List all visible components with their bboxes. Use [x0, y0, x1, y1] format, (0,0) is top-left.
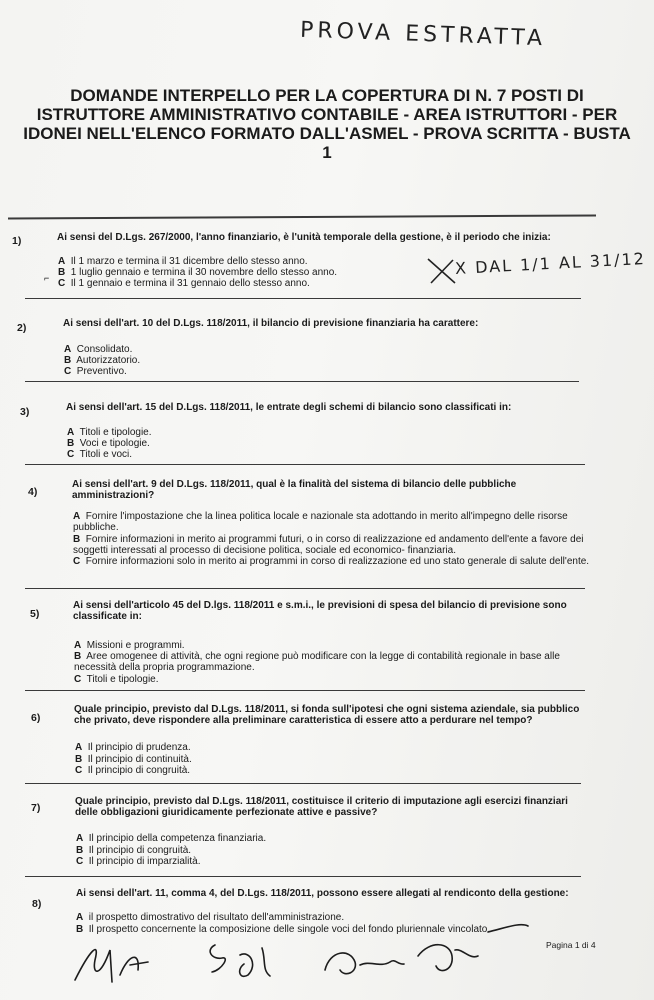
answer-option: C Il principio di congruità. — [75, 765, 191, 776]
answer-option: B Aree omogenee di attività, che ogni regione può modificare con la legge di contabilità regionale in base alle necessità della propria programmazione. — [74, 651, 560, 673]
question-number: 3) — [20, 406, 30, 418]
question-number: 7) — [31, 802, 41, 814]
answer-option: B Il principio di congruità. — [76, 845, 192, 856]
handwritten-signatures — [0, 920, 654, 1000]
question-text: Ai sensi dell'art. 9 del D.Lgs. 118/2011, qual è la finalità del sistema di bilancio delle pubbliche amministrazioni? — [72, 479, 517, 501]
handwritten-stamp: PROVA ESTRATTA — [299, 17, 547, 52]
answer-option: A Il 1 marzo e termina il 31 dicembre dello stesso anno. — [58, 256, 308, 267]
answer-option: B 1 luglio gennaio e termina il 30 novembre dello stesso anno. — [58, 267, 338, 278]
question-text: Ai sensi dell'articolo 45 del D.lgs. 118/2011 e s.m.i., le previsioni di spesa del bilancio di previsione sono classificate in: — [73, 600, 567, 622]
answer-option: C Il 1 gennaio e termina il 31 gennaio dello stesso anno. — [58, 278, 310, 289]
answer-option: A Missioni e programmi. — [74, 640, 185, 651]
page-number: Pagina 1 di 4 — [546, 940, 596, 950]
question-text: Ai sensi dell'art. 10 del D.Lgs. 118/2011, il bilancio di previsione finanziaria ha carattere: — [63, 318, 479, 329]
divider — [25, 690, 585, 691]
pen-tick-mark: ⌐ — [44, 273, 50, 283]
question-number: 8) — [32, 898, 42, 910]
answer-option: B Il principio di continuità. — [75, 754, 192, 765]
question-text: Ai sensi del D.Lgs. 267/2000, l'anno finanziario, è l'unità temporale della gestione, è il periodo che inizia: — [57, 232, 551, 243]
answer-option: A Il principio della competenza finanziaria. — [76, 833, 267, 844]
question-number: 4) — [28, 486, 38, 498]
answer-option: B Voci e tipologie. — [67, 438, 150, 449]
divider — [25, 298, 581, 299]
answer-option: B Il prospetto concernente la composizione delle singole voci del fondo pluriennale vincolato. — [76, 924, 491, 935]
question-number: 6) — [31, 712, 41, 724]
divider — [25, 783, 581, 784]
divider — [8, 214, 596, 219]
question-number: 5) — [30, 608, 40, 620]
answer-option: C Il principio di imparzialità. — [76, 856, 201, 867]
answer-option: A Consolidato. — [64, 344, 133, 355]
answer-option: C Fornire informazioni solo in merito ai programmi in corso di realizzazione ed uno stato generale di salute dell'ente. — [73, 556, 590, 567]
answer-option: B Fornire informazioni in merito ai programmi futuri, o in corso di realizzazione ed andamento dell'ente a favore dei soggetti interessati al processo di decisione politica, sociale ed economico- finanziaria. — [73, 534, 584, 556]
question-number: 1) — [12, 235, 22, 247]
question-text: Ai sensi dell'art. 11, comma 4, del D.Lgs. 118/2011, possono essere allegati al rendiconto della gestione: — [76, 888, 569, 899]
question-number: 2) — [17, 322, 27, 334]
answer-option: C Titoli e tipologie. — [74, 674, 159, 685]
answer-option: C Preventivo. — [64, 366, 127, 377]
handwritten-note: X DAL 1/1 AL 31/12 — [454, 249, 647, 278]
question-text: Quale principio, previsto dal D.Lgs. 118/2011, si fonda sull'ipotesi che ogni sistema aziendale, sia pubblico che privato, deve rispondere alla preliminare caratteristica di essere atto a perdurare nel tempo? — [74, 704, 580, 726]
answer-option: A Titoli e tipologie. — [67, 427, 152, 438]
page-title: DOMANDE INTERPELLO PER LA COPERTURA DI N. 7 POSTI DI ISTRUTTORE AMMINISTRATIVO CONTABILE - AREA ISTRUTTORI - PER IDONEI NELL'ELENCO FORMATO DALL'ASMEL - PROVA SCRITTA - BUSTA 1 — [23, 86, 631, 162]
divider — [25, 464, 585, 465]
question-text: Quale principio, previsto dal D.Lgs. 118/2011, costituisce il criterio di imputazione agli esercizi finanziari delle obbligazioni giuridicamente perfezionate attive e passive? — [75, 796, 568, 818]
answer-option: A Il principio di prudenza. — [75, 742, 191, 753]
answer-option: A Fornire l'impostazione che la linea politica locale e nazionale sta adottando in merito all'impegno delle risorse pubbliche. — [73, 511, 568, 533]
divider — [25, 381, 579, 382]
answer-option: B Autorizzatorio. — [64, 355, 141, 366]
question-text: Ai sensi dell'art. 15 del D.Lgs. 118/2011, le entrate degli schemi di bilancio sono classificati in: — [66, 402, 512, 413]
divider — [25, 588, 585, 589]
answer-option: A il prospetto dimostrativo del risultato dell'amministrazione. — [76, 912, 345, 923]
divider — [25, 876, 581, 877]
answer-option: C Titoli e voci. — [67, 449, 133, 460]
